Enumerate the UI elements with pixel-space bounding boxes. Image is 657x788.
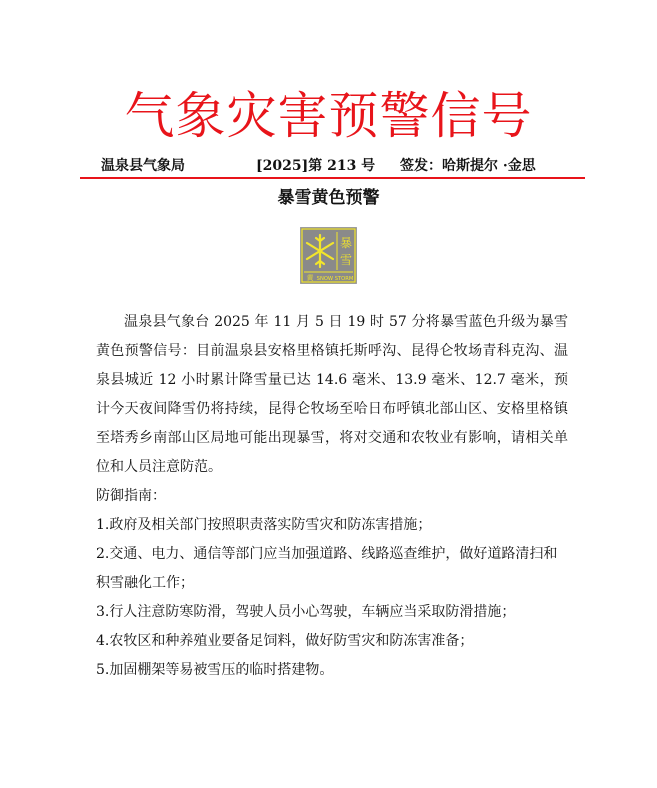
page-title: 气象灾害预警信号 [124,87,533,145]
snowstorm-yellow-warning-icon [300,227,357,284]
icon-char-bottom: 雪 [339,253,353,267]
guide-item-5: 5.加固棚架等易被雪压的临时搭建物。 [96,662,334,678]
red-divider [80,177,585,179]
issuer-row [0,156,657,176]
guide-item-4: 4.农牧区和种养殖业要备足饲料，做好防雪灾和防冻害准备； [96,633,474,649]
document-number: [2025]第 213 号 [256,158,376,174]
warning-body [96,308,568,685]
guide-item-3: 3.行人注意防寒防滑，驾驶人员小心驾驶，车辆应当采取防滑措施； [96,604,516,620]
guide-heading: 防御指南： [96,488,166,504]
icon-label-en: SNOW STORM [316,276,354,282]
signer: 签发：哈斯提尔 ·金思 [400,158,536,174]
icon-char-top: 暴 [339,236,353,250]
guide-item-1: 1.政府及相关部门按照职责落实防雪灾和防冻害措施； [96,517,432,533]
icon-label-cn: 黄 [306,274,314,282]
warning-paragraph: 温泉县气象台 2025 年 11 月 5 日 19 时 57 分将暴雪蓝色升级为暴雪黄色预警信号：目前温泉县安格里格镇托斯呼沟、昆得仑牧场青科克沟、温泉县城近 12 小时累计降雪量已达 14.6 毫米、13.9 毫米、12.7 毫米，预计今天夜间降雪仍将持续，昆得仑牧场至哈日布呼镇北部山区、安格里格镇至塔秀乡南部山区局地可能出现暴雪，将对交通和农牧业有影响，请相关单位和人员注意防范。 [96,314,568,475]
guide-item-2: 2.交通、电力、通信等部门应当加强道路、线路巡查维护，做好道路清扫和积雪融化工作； [96,546,558,591]
issuing-agency: 温泉县气象局 [101,158,185,174]
warning-title: 暴雪黄色预警 [277,188,380,208]
